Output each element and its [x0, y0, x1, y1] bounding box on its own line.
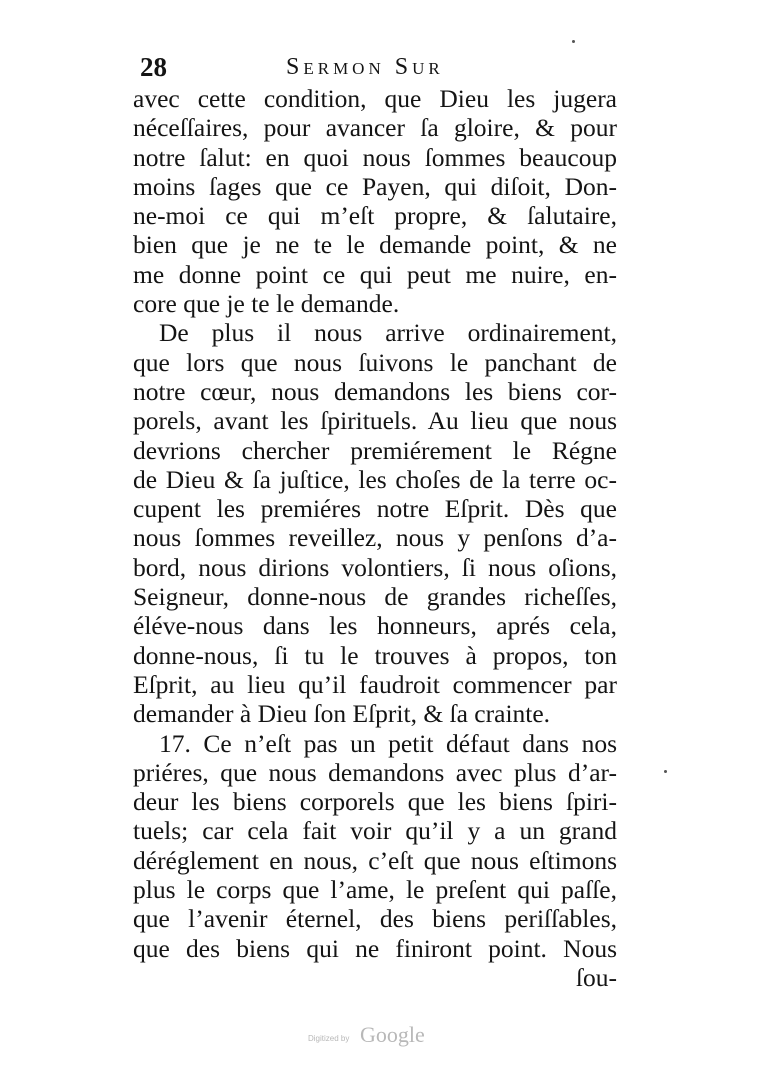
text-line: 17. Ce n’eſt pas un petit défaut dans nos — [159, 728, 617, 758]
text-line: core que je te le demande. — [133, 289, 400, 319]
page-number: 28 — [140, 52, 167, 82]
text-line: bord, nous dirions volontiers, ſi nous oſions, — [133, 552, 617, 582]
catchword: ſou- — [575, 962, 617, 992]
text-line: que l’avenir éternel, des biens periſſables, — [133, 904, 617, 934]
running-head: Sermon Sur — [286, 54, 444, 80]
text-line: nous ſommes reveillez, nous y penſons d’a- — [133, 523, 617, 553]
text-line: deur les biens corporels que les biens ſpiri- — [133, 787, 617, 817]
text-line: me donne point ce qui peut me nuire, en- — [133, 259, 617, 289]
text-line: moins ſages que ce Payen, qui diſoit, Don- — [133, 171, 617, 201]
watermark-brand: Google — [360, 1022, 425, 1047]
body-text — [133, 84, 617, 992]
text-line: devrions chercher premiérement le Régne — [133, 435, 617, 465]
text-line: de Dieu & ſa juſtice, les choſes de la terre oc- — [133, 464, 617, 494]
text-line: éléve-nous dans les honneurs, aprés cela, — [133, 611, 617, 641]
text-line: donne-nous, ſi tu le trouves à propos, ton — [133, 640, 617, 670]
text-line: notre cœur, nous demandons les biens cor- — [133, 376, 617, 406]
text-line: Eſprit, au lieu qu’il faudroit commencer par — [133, 669, 617, 699]
text-line: Seigneur, donne-nous de grandes richeſſes, — [133, 582, 617, 612]
text-line: notre ſalut: en quoi nous ſommes beaucoup — [133, 142, 617, 172]
text-line: néceſſaires, pour avancer ſa gloire, & pour — [133, 113, 617, 143]
ink-speck — [572, 40, 575, 43]
text-line: De plus il nous arrive ordinairement, — [159, 318, 617, 348]
text-line: demander à Dieu ſon Eſprit, & ſa crainte. — [133, 699, 551, 729]
text-line: avec cette condition, que Dieu les jugera — [133, 84, 617, 113]
text-line: tuels; car cela fait voir qu’il y a un grand — [133, 816, 617, 846]
text-line: bien que je ne te le demande point, & ne — [133, 230, 617, 260]
page-header — [140, 52, 610, 82]
text-line: plus le corps que l’ame, le preſent qui paſſe, — [133, 875, 617, 905]
text-line: ne-moi ce qui m’eſt propre, & ſalutaire, — [133, 201, 617, 231]
text-line: cupent les premiéres notre Eſprit. Dès que — [133, 494, 617, 524]
ink-speck — [664, 770, 667, 773]
text-line: déréglement en nous, c’eſt que nous eſtimons — [133, 845, 617, 875]
text-line: que des biens qui ne finiront point. Nous — [133, 933, 617, 963]
text-line: porels, avant les ſpirituels. Au lieu que nous — [133, 406, 617, 436]
text-line: priéres, que nous demandons avec plus d’ar- — [133, 757, 617, 787]
watermark-label: Digitized by — [308, 1034, 350, 1043]
digitization-watermark — [308, 1022, 468, 1052]
text-line: que lors que nous ſuivons le panchant de — [133, 347, 617, 377]
